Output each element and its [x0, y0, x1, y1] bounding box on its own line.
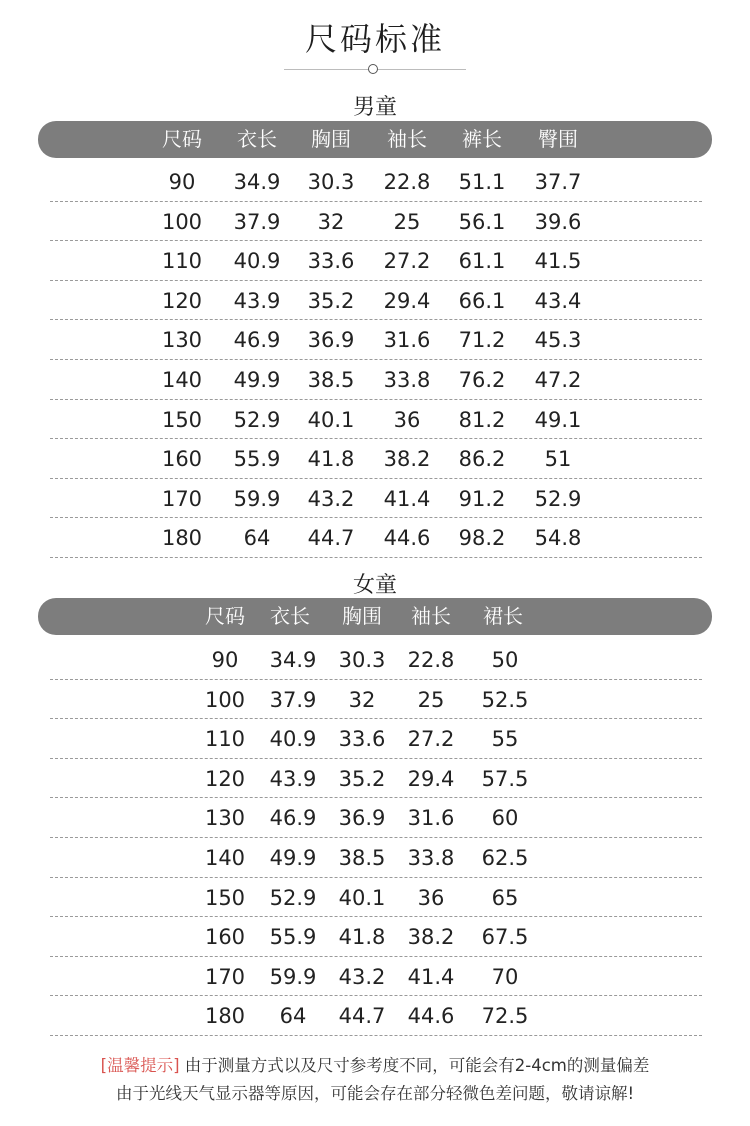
- table-cell: 140: [161, 368, 203, 392]
- table-cell: 44.7: [307, 526, 355, 551]
- table-cell: 130: [204, 806, 246, 831]
- tip-line-2: 由于光线天气显示器等原因，可能会存在部分轻微色差问题，敬请谅解!: [115, 1084, 635, 1103]
- table-cell: 38.5: [338, 846, 386, 870]
- table-cell: 90: [211, 648, 239, 672]
- table-cell: 62.5: [481, 846, 529, 870]
- row-divider: [50, 1035, 702, 1036]
- page-title: 尺码标准: [304, 20, 445, 58]
- table-cell: 180: [161, 526, 203, 551]
- table-cell: 49.1: [534, 407, 582, 432]
- title-divider-dot: [368, 64, 378, 74]
- boys-table-header: [38, 121, 712, 158]
- table-cell: 36.9: [307, 328, 355, 353]
- table-cell: 52.5: [481, 687, 529, 712]
- table-cell: 41.4: [383, 486, 431, 511]
- table-cell: 43.2: [307, 486, 355, 511]
- table-row: [50, 400, 702, 440]
- boys-header-cell: 裤长: [462, 127, 502, 151]
- table-cell: 37.7: [534, 170, 582, 194]
- girls-header-cell: 裙长: [483, 604, 523, 628]
- table-row: [50, 202, 702, 242]
- table-cell: 40.9: [269, 727, 317, 752]
- table-cell: 52.9: [534, 486, 582, 511]
- table-cell: 49.9: [233, 368, 281, 392]
- table-cell: 61.1: [458, 249, 506, 274]
- table-cell: 54.8: [534, 526, 582, 551]
- table-cell: 43.2: [338, 964, 386, 989]
- table-cell: 45.3: [534, 328, 582, 353]
- table-row: [50, 320, 702, 360]
- table-cell: 57.5: [481, 766, 529, 791]
- table-cell: 36: [417, 885, 445, 910]
- table-cell: 41.8: [307, 447, 355, 472]
- table-cell: 33.6: [338, 727, 386, 752]
- table-cell: 32: [317, 209, 345, 234]
- table-cell: 33.6: [307, 249, 355, 274]
- table-cell: 130: [161, 328, 203, 353]
- boys-header-cell: 衣长: [237, 127, 277, 151]
- table-cell: 30.3: [307, 170, 355, 194]
- table-cell: 44.6: [407, 1004, 455, 1029]
- tip-label: [温馨提示]: [100, 1056, 180, 1075]
- table-row: [50, 759, 702, 799]
- table-cell: 170: [204, 964, 246, 989]
- table-row: [50, 241, 702, 281]
- table-cell: 100: [204, 687, 246, 712]
- table-cell: 120: [204, 766, 246, 791]
- table-cell: 140: [204, 846, 246, 870]
- table-cell: 38.2: [383, 447, 431, 472]
- table-row: [50, 281, 702, 321]
- tip-text-1: 由于测量方式以及尺寸参考度不同，可能会有2-4cm的测量偏差: [179, 1056, 650, 1075]
- table-row: [50, 878, 702, 918]
- table-cell: 51: [544, 447, 572, 472]
- table-row: [50, 680, 702, 720]
- table-row: [50, 518, 702, 558]
- row-divider: [50, 557, 702, 558]
- table-cell: 49.9: [269, 846, 317, 870]
- table-cell: 120: [161, 288, 203, 313]
- table-cell: 180: [204, 1004, 246, 1029]
- table-cell: 43.9: [233, 288, 281, 313]
- table-cell: 41.8: [338, 925, 386, 950]
- table-cell: 29.4: [383, 288, 431, 313]
- table-row: [50, 719, 702, 759]
- table-row: [50, 798, 702, 838]
- table-cell: 64: [243, 526, 271, 551]
- table-cell: 160: [204, 925, 246, 950]
- table-cell: 41.5: [534, 249, 582, 274]
- table-cell: 31.6: [407, 806, 455, 831]
- table-row: [50, 479, 702, 519]
- table-cell: 35.2: [307, 288, 355, 313]
- table-cell: 34.9: [233, 170, 281, 194]
- table-cell: 76.2: [458, 368, 506, 392]
- table-cell: 170: [161, 486, 203, 511]
- girls-header-cell: 胸围: [342, 604, 382, 628]
- table-cell: 38.2: [407, 925, 455, 950]
- table-cell: 40.1: [307, 407, 355, 432]
- table-cell: 150: [161, 407, 203, 432]
- table-cell: 52.9: [269, 885, 317, 910]
- girls-header-cell: 衣长: [270, 604, 310, 628]
- table-cell: 31.6: [383, 328, 431, 353]
- girls-table-header: [38, 598, 712, 635]
- table-cell: 43.9: [269, 766, 317, 791]
- table-cell: 55: [491, 727, 519, 752]
- table-cell: 71.2: [458, 328, 506, 353]
- table-cell: 34.9: [269, 648, 317, 672]
- table-cell: 33.8: [407, 846, 455, 870]
- table-cell: 47.2: [534, 368, 582, 392]
- table-cell: 33.8: [383, 368, 431, 392]
- table-cell: 43.4: [534, 288, 582, 313]
- girls-header-cell: 尺码: [205, 604, 245, 628]
- table-cell: 40.9: [233, 249, 281, 274]
- table-cell: 44.6: [383, 526, 431, 551]
- table-cell: 81.2: [458, 407, 506, 432]
- table-cell: 110: [161, 249, 203, 274]
- table-row: [50, 640, 702, 680]
- table-cell: 25: [417, 687, 445, 712]
- table-cell: 160: [161, 447, 203, 472]
- table-cell: 59.9: [269, 964, 317, 989]
- table-cell: 91.2: [458, 486, 506, 511]
- girls-header-cell: 袖长: [411, 604, 451, 628]
- table-cell: 56.1: [458, 209, 506, 234]
- table-cell: 55.9: [233, 447, 281, 472]
- table-cell: 27.2: [407, 727, 455, 752]
- table-cell: 46.9: [269, 806, 317, 831]
- table-cell: 22.8: [407, 648, 455, 672]
- table-cell: 41.4: [407, 964, 455, 989]
- table-cell: 29.4: [407, 766, 455, 791]
- table-cell: 55.9: [269, 925, 317, 950]
- table-cell: 22.8: [383, 170, 431, 194]
- girls-section-title: 女童: [352, 573, 397, 598]
- table-cell: 37.9: [269, 687, 317, 712]
- table-cell: 100: [161, 209, 203, 234]
- table-cell: 51.1: [458, 170, 506, 194]
- table-cell: 90: [168, 170, 196, 194]
- boys-header-cell: 臀围: [538, 127, 578, 151]
- table-cell: 86.2: [458, 447, 506, 472]
- table-cell: 37.9: [233, 209, 281, 234]
- boys-header-cell: 胸围: [311, 127, 351, 151]
- table-row: [50, 917, 702, 957]
- table-row: [50, 360, 702, 400]
- table-cell: 27.2: [383, 249, 431, 274]
- table-cell: 98.2: [458, 526, 506, 551]
- table-cell: 64: [279, 1004, 307, 1029]
- table-cell: 35.2: [338, 766, 386, 791]
- table-row: [50, 957, 702, 997]
- table-row: [50, 996, 702, 1036]
- table-row: [50, 439, 702, 479]
- table-cell: 52.9: [233, 407, 281, 432]
- table-row: [50, 838, 702, 878]
- table-cell: 67.5: [481, 925, 529, 950]
- table-cell: 46.9: [233, 328, 281, 353]
- table-cell: 30.3: [338, 648, 386, 672]
- table-cell: 44.7: [338, 1004, 386, 1029]
- table-cell: 25: [393, 209, 421, 234]
- boys-header-cell: 袖长: [387, 127, 427, 151]
- table-cell: 40.1: [338, 885, 386, 910]
- table-cell: 72.5: [481, 1004, 529, 1029]
- table-cell: 150: [204, 885, 246, 910]
- table-cell: 60: [491, 806, 519, 831]
- table-cell: 36.9: [338, 806, 386, 831]
- table-cell: 59.9: [233, 486, 281, 511]
- table-cell: 110: [204, 727, 246, 752]
- table-cell: 32: [348, 687, 376, 712]
- table-cell: 66.1: [458, 288, 506, 313]
- table-cell: 36: [393, 407, 421, 432]
- boys-header-cell: 尺码: [162, 127, 202, 151]
- table-cell: 70: [491, 964, 519, 989]
- table-row: [50, 162, 702, 202]
- boys-section-title: 男童: [352, 95, 397, 120]
- tip-line-1: [0, 1052, 750, 1076]
- table-cell: 50: [491, 648, 519, 672]
- table-cell: 39.6: [534, 209, 582, 234]
- table-cell: 65: [491, 885, 519, 910]
- table-cell: 38.5: [307, 368, 355, 392]
